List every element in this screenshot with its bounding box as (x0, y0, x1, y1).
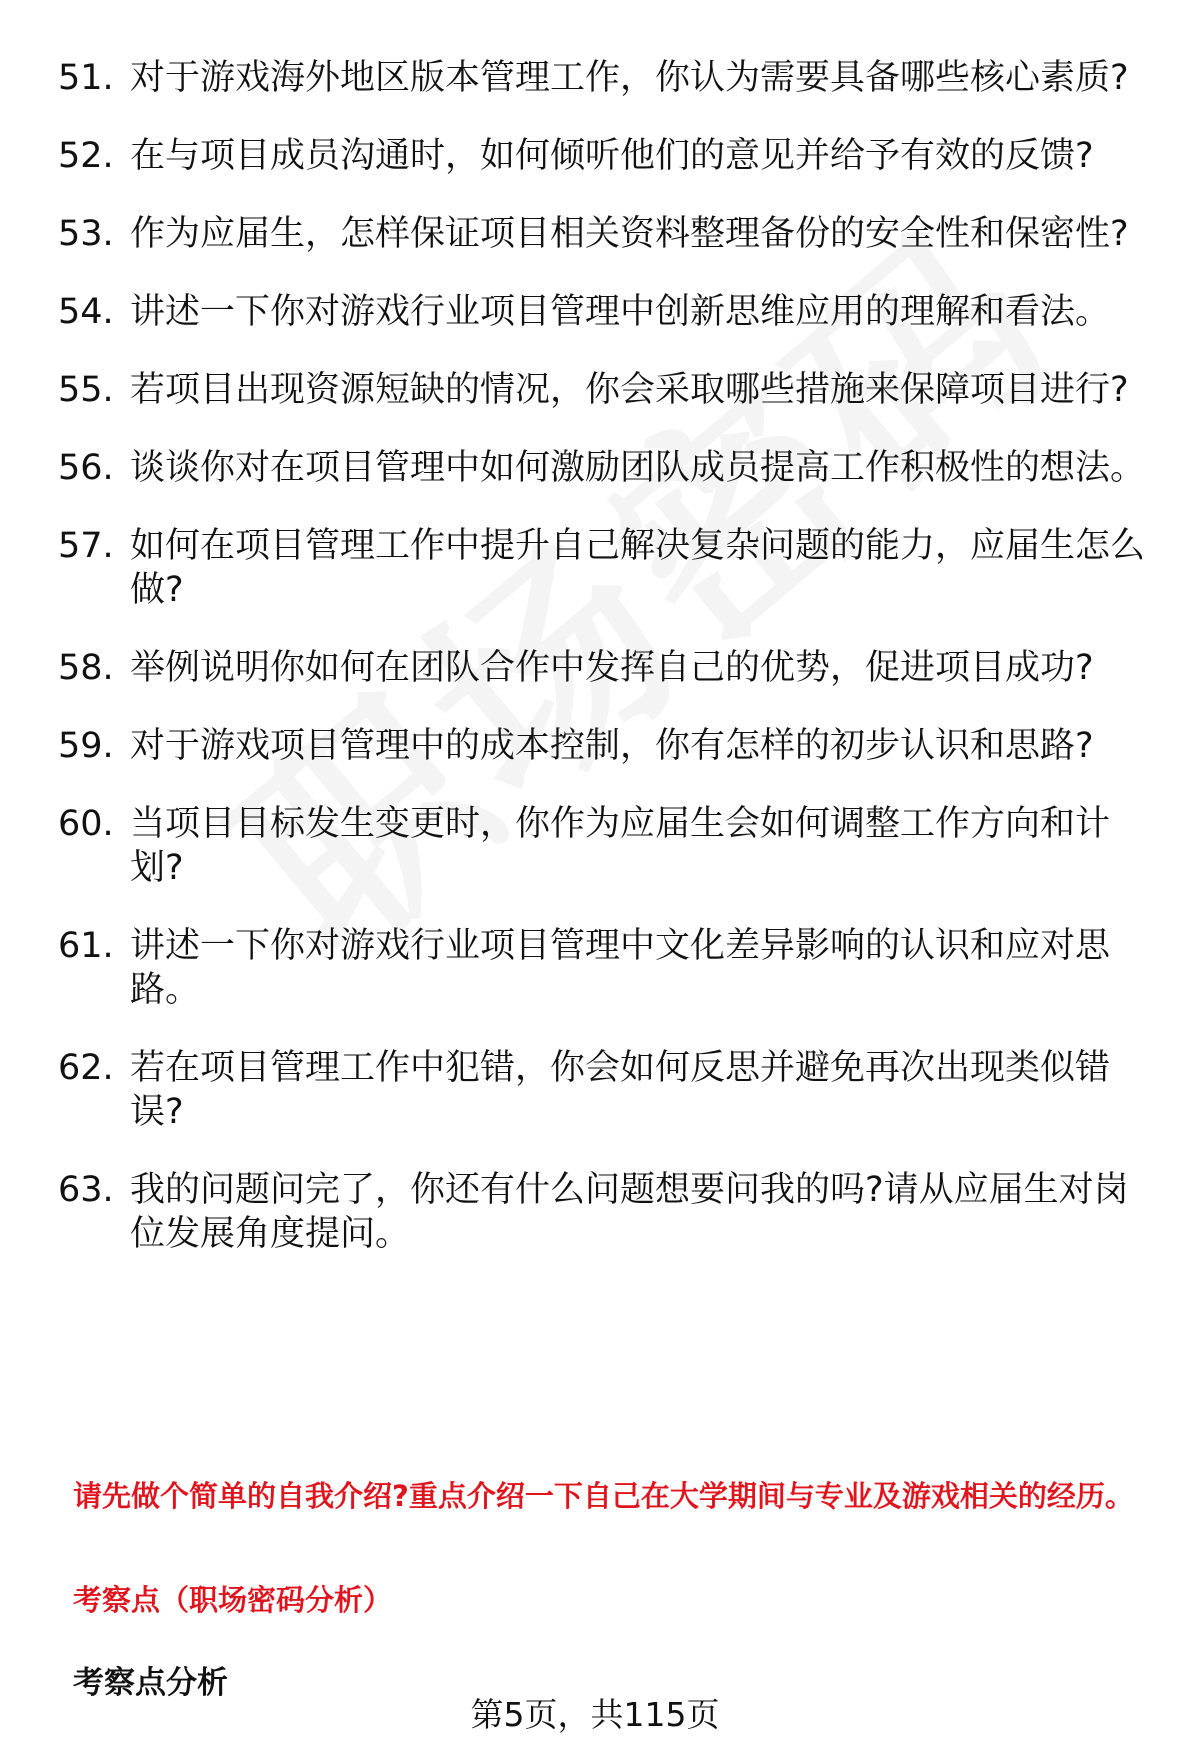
question-number: 51. (58, 58, 114, 98)
question-text: 如何在项目管理工作中提升自己解决复杂问题的能力，应届生怎么做? (130, 526, 1146, 610)
question-item (58, 1168, 1158, 1256)
question-number: 63. (58, 1170, 114, 1210)
analysis-section-title: 考察点分析 (73, 1665, 228, 1701)
question-item (58, 134, 1158, 178)
question-number: 62. (58, 1048, 114, 1088)
question-number: 56. (58, 448, 114, 488)
question-item (58, 212, 1158, 256)
question-text: 对于游戏海外地区版本管理工作，你认为需要具备哪些核心素质? (130, 58, 1129, 98)
kaochadian-heading: 考察点（职场密码分析） (73, 1583, 393, 1617)
question-item (58, 446, 1158, 490)
question-number: 61. (58, 926, 114, 966)
question-number: 52. (58, 136, 114, 176)
question-list (58, 56, 1158, 1290)
question-text: 对于游戏项目管理中的成本控制，你有怎样的初步认识和思路? (130, 726, 1094, 766)
question-text: 若在项目管理工作中犯错，你会如何反思并避免再次出现类似错误? (130, 1048, 1111, 1132)
question-number: 59. (58, 726, 114, 766)
question-number: 55. (58, 370, 114, 410)
question-item (58, 290, 1158, 334)
question-item (58, 1046, 1158, 1134)
question-text: 若项目出现资源短缺的情况，你会采取哪些措施来保障项目进行? (130, 370, 1129, 410)
question-item (58, 802, 1158, 890)
question-text: 讲述一下你对游戏行业项目管理中创新思维应用的理解和看法。 (130, 292, 1111, 332)
question-number: 60. (58, 804, 114, 844)
question-text: 作为应届生，怎样保证项目相关资料整理备份的安全性和保密性? (130, 214, 1129, 254)
question-item (58, 724, 1158, 768)
question-number: 57. (58, 526, 114, 566)
question-text: 讲述一下你对游戏行业项目管理中文化差异影响的认识和应对思路。 (130, 926, 1111, 1010)
question-item (58, 368, 1158, 412)
question-text: 谈谈你对在项目管理中如何激励团队成员提高工作积极性的想法。 (130, 448, 1146, 488)
question-text: 举例说明你如何在团队合作中发挥自己的优势，促进项目成功? (130, 648, 1094, 688)
question-item (58, 524, 1158, 612)
question-text: 当项目目标发生变更时，你作为应届生会如何调整工作方向和计划? (130, 804, 1111, 888)
page-footer: 第5页，共115页 (470, 1695, 720, 1734)
question-number: 53. (58, 214, 114, 254)
question-text: 在与项目成员沟通时，如何倾听他们的意见并给予有效的反馈? (130, 136, 1094, 176)
question-item (58, 56, 1158, 100)
question-number: 58. (58, 648, 114, 688)
question-number: 54. (58, 292, 114, 332)
highlight-question: 请先做个简单的自我介绍?重点介绍一下自己在大学期间与专业及游戏相关的经历。 (73, 1479, 1134, 1513)
question-text: 我的问题问完了，你还有什么问题想要问我的吗?请从应届生对岗位发展角度提问。 (130, 1170, 1129, 1254)
question-item (58, 646, 1158, 690)
question-item (58, 924, 1158, 1012)
